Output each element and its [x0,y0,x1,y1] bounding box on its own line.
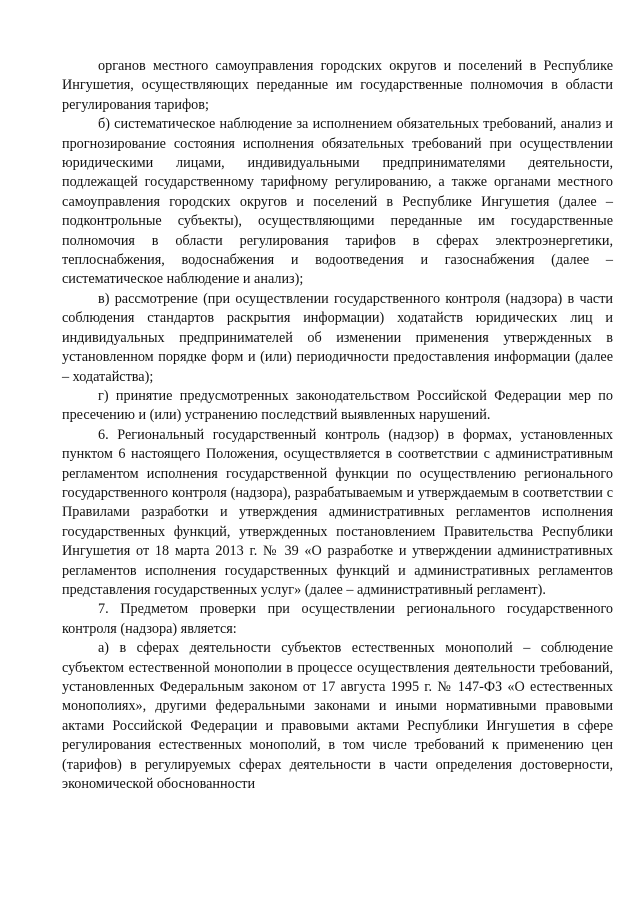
paragraph-item-a: а) в сферах деятельности субъектов естественных монополий – соблюдение субъектом естественной монополии в процессе осуществления деятельности требований, установленных Федеральным законом от 17 августа 1995 г. № 147-ФЗ «О естественных монополиях», другими федеральными законами и иными нормативными правовыми актами Российской Федерации и правовыми актами Республики Ингушетия в сфере регулирования естественных монополий, в том числе требований к применению цен (тарифов) в регулируемых сферах деятельности в части определения достоверности, экономической обоснованности [62,640,613,793]
paragraph-item-v: в) рассмотрение (при осуществлении государственного контроля (надзора) в части соблюдения стандартов раскрытия информации) ходатайств юридических лиц и индивидуальных предпринимателей об изменении применения утвержденных в установленном порядке форм и (или) периодичности предоставления информации (далее – ходатайства); [62,290,613,385]
document-page [62,57,613,794]
paragraph-item-g: г) принятие предусмотренных законодательством Российской Федерации мер по пресечению и (или) устранению последствий выявленных нарушений. [62,387,613,424]
paragraph-section-6: 6. Региональный государственный контроль (надзор) в формах, установленных пунктом 6 настоящего Положения, осуществляется в соответствии с административным регламентом исполнения государственной функции по осуществлению регионального государственного контроля (надзора), разрабатываемым и утверждаемым в соответствии с Правилами разработки и утверждения административных регламентов исполнения государственных функций, утвержденных постановлением Правительства Республики Ингушетия от 18 марта 2013 г. № 39 «О разработке и утверждении административных регламентов исполнения государственных функций и административных регламентов представления государственных услуг» (далее – административный регламент). [62,426,613,598]
paragraph-continuation: органов местного самоуправления городских округов и поселений в Республике Ингушетия, осуществляющих переданные им государственные полномочия в области регулирования тарифов; [62,58,613,113]
paragraph-item-b: б) систематическое наблюдение за исполнением обязательных требований, анализ и прогнозирование состояния исполнения обязательных требований при осуществлении юридическими лицами, индивидуальными предпринимателями деятельности, подлежащей государственному тарифному регулированию, а также органами местного самоуправления городских округов и поселений в Республике Ингушетия (далее – подконтрольные субъекты), осуществляющими переданные им государственные полномочия в области регулирования тарифов в сферах электроэнергетики, теплоснабжения, водоснабжения и водоотведения и газоснабжения (далее – систематическое наблюдение и анализ); [62,116,613,288]
paragraph-section-7: 7. Предметом проверки при осуществлении регионального государственного контроля (надзора) является: [62,601,613,637]
